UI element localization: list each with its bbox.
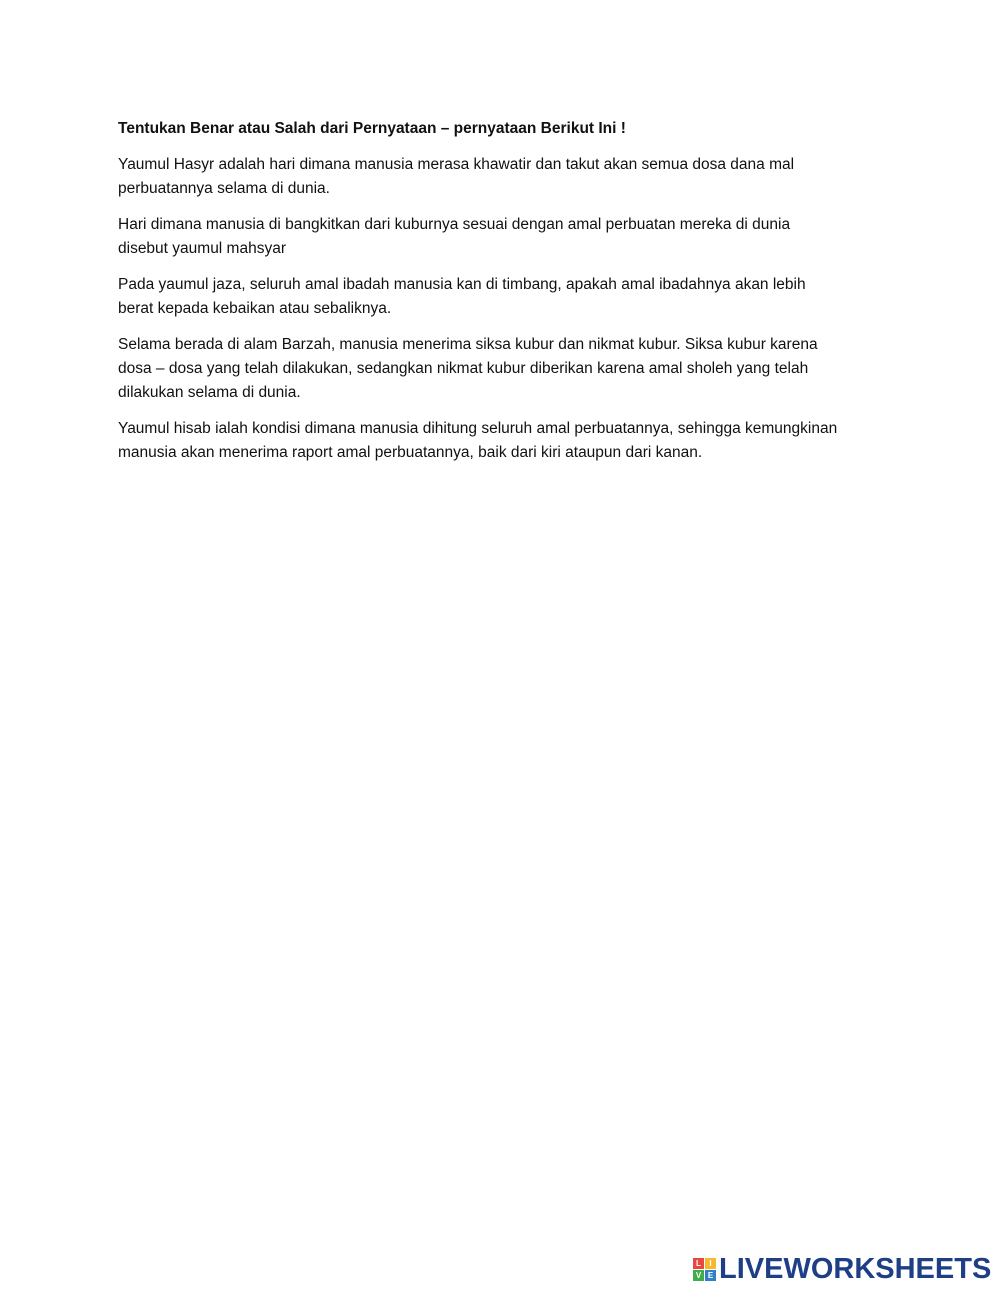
statement-1: Yaumul Hasyr adalah hari dimana manusia merasa khawatir dan takut akan semua dosa dana mal perbuatannya selama di dunia. (118, 156, 795, 197)
statement-5: Yaumul hisab ialah kondisi dimana manusia dihitung seluruh amal perbuatannya, sehingga kemungkinan manusia akan menerima raport amal perbuatannya, baik dari kiri ataupun dari kanan. (118, 420, 838, 461)
statement-3: Pada yaumul jaza, seluruh amal ibadah manusia kan di timbang, apakah amal ibadahnya akan lebih berat kepada kebaikan atau sebaliknya. (118, 276, 806, 317)
worksheet-page (118, 117, 898, 477)
logo-blocks-icon (693, 1258, 716, 1281)
statement-4: Selama berada di alam Barzah, manusia menerima siksa kubur dan nikmat kubur. Siksa kubur karena dosa – dosa yang telah dilakukan, sedangkan nikmat kubur diberikan karena amal sholeh yang telah dilakukan selama di dunia. (118, 336, 818, 401)
logo-block-i: I (705, 1258, 716, 1269)
logo-block-e: E (705, 1270, 716, 1281)
liveworksheets-logo (693, 1254, 991, 1284)
logo-block-v: V (693, 1270, 704, 1281)
instruction-heading: Tentukan Benar atau Salah dari Pernyataan – pernyataan Berikut Ini ! (118, 120, 626, 137)
statement-2: Hari dimana manusia di bangkitkan dari kuburnya sesuai dengan amal perbuatan mereka di dunia disebut yaumul mahsyar (118, 216, 791, 257)
logo-block-l: L (693, 1258, 704, 1269)
logo-text: LIVEWORKSHEETS (719, 1252, 992, 1285)
